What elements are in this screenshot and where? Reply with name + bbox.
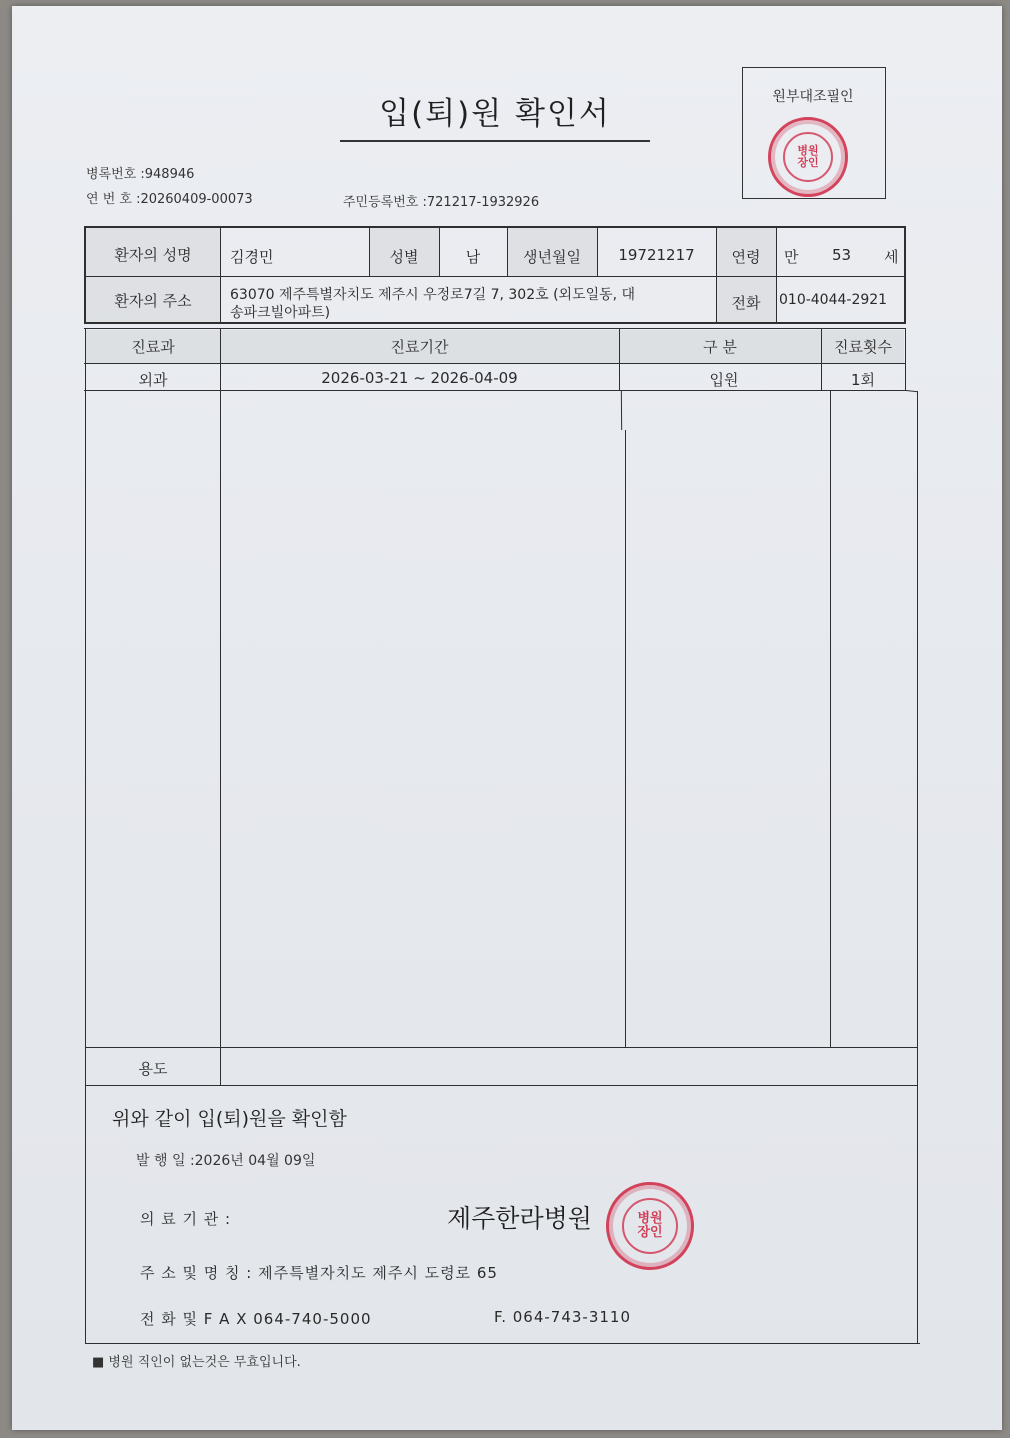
table-border-top bbox=[84, 226, 906, 228]
table-border-right bbox=[905, 328, 906, 390]
tel-row bbox=[140, 1308, 372, 1329]
record-no-row bbox=[86, 163, 194, 182]
resident-no-value: 721217-1932926 bbox=[426, 195, 540, 210]
table-border-right bbox=[917, 391, 918, 1344]
hospital-address-label: 주 소 및 명 칭 : bbox=[140, 1264, 253, 1282]
header-visit-count: 진료횟수 bbox=[834, 338, 892, 356]
tel-fax-label: 전 화 및 F A X bbox=[140, 1310, 248, 1328]
hospital-official-stamp: 병원 장인 bbox=[606, 1182, 694, 1270]
birth-label: 생년월일 bbox=[523, 248, 581, 266]
row-department: 외과 bbox=[138, 371, 168, 389]
invalid-without-seal-notice: ■ 병원 직인이 없는것은 무효입니다. bbox=[92, 1355, 301, 1370]
table-rule bbox=[84, 363, 906, 364]
table-col bbox=[830, 390, 831, 1047]
issue-date-row bbox=[136, 1150, 315, 1170]
seal-box-label: 원부대조필인 bbox=[772, 89, 854, 105]
document-title: 입(퇴)원 확인서 bbox=[379, 96, 611, 132]
table-col bbox=[220, 226, 221, 324]
age-label: 연령 bbox=[731, 248, 761, 266]
institution-label: 의 료 기 관 : bbox=[140, 1210, 232, 1228]
table-border-left bbox=[85, 328, 86, 1344]
row-period: 2026-03-21 ~ 2026-04-09 bbox=[321, 369, 518, 387]
table-border-right bbox=[904, 226, 906, 324]
resident-no-row bbox=[343, 191, 539, 210]
issue-date-label: 발 행 일 bbox=[136, 1153, 186, 1169]
header-department: 진료과 bbox=[131, 338, 175, 356]
patient-name: 김경민 bbox=[230, 248, 274, 266]
issue-date-value: :2026년 04월 09일 bbox=[189, 1153, 316, 1169]
record-no-label: 병록번호 : bbox=[86, 167, 145, 182]
serial-no-row bbox=[86, 188, 253, 207]
resident-no-label: 주민등록번호 : bbox=[343, 195, 427, 210]
table-rule bbox=[84, 390, 906, 391]
table-rule bbox=[86, 1085, 918, 1086]
table-border-bottom bbox=[86, 1343, 920, 1344]
table-col bbox=[776, 226, 777, 324]
address-label: 환자의 주소 bbox=[114, 292, 192, 310]
table-rule bbox=[84, 322, 906, 324]
hospital-address: 제주특별자치도 제주시 도령로 65 bbox=[258, 1264, 498, 1282]
address-line-1: 63070 제주특별자치도 제주시 우정로7길 7, 302호 (외도일동, 대 bbox=[230, 287, 636, 303]
phone-label: 전화 bbox=[731, 294, 761, 312]
hospital-fax: F. 064-743-3110 bbox=[494, 1308, 632, 1326]
patient-sex: 남 bbox=[465, 248, 481, 266]
header-period: 진료기간 bbox=[390, 338, 449, 356]
purpose-label: 용도 bbox=[138, 1060, 168, 1078]
row-category: 입원 bbox=[709, 371, 739, 389]
verification-stamp: 병원 장인 bbox=[768, 117, 848, 197]
table-rule bbox=[84, 328, 906, 329]
table-rule bbox=[84, 276, 906, 277]
serial-no-label: 연 번 호 : bbox=[86, 192, 141, 207]
patient-phone: 010-4044-2921 bbox=[779, 292, 888, 308]
table-col bbox=[220, 328, 221, 1085]
patient-age: 53 bbox=[832, 246, 852, 264]
row-visit-count: 1회 bbox=[850, 371, 876, 389]
sex-label: 성별 bbox=[389, 248, 419, 266]
confirm-statement: 위와 같이 입(퇴)원을 확인함 bbox=[112, 1108, 347, 1130]
header-category: 구 분 bbox=[703, 338, 737, 356]
record-no-value: 948946 bbox=[144, 167, 195, 182]
table-rule bbox=[86, 1047, 918, 1048]
table-col bbox=[625, 430, 626, 1047]
age-suffix: 세 bbox=[884, 248, 899, 266]
institution-name: 제주한라병원 bbox=[447, 1204, 592, 1233]
age-prefix: 만 bbox=[784, 248, 799, 266]
name-label: 환자의 성명 bbox=[114, 246, 192, 264]
title-underline bbox=[340, 140, 650, 142]
patient-birth: 19721217 bbox=[618, 246, 695, 264]
address-line-2: 송파크빌아파트) bbox=[230, 305, 331, 321]
serial-no-value: 20260409-00073 bbox=[140, 192, 253, 207]
address-row bbox=[140, 1262, 498, 1283]
hospital-tel: 064-740-5000 bbox=[253, 1310, 372, 1328]
